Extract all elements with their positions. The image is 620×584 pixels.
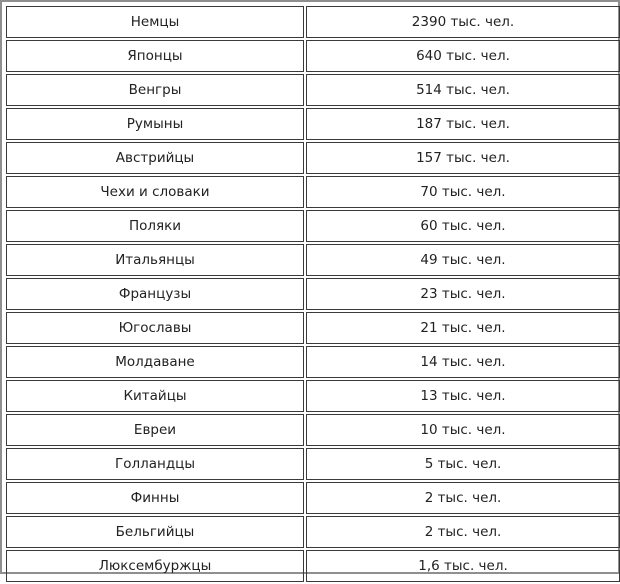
table-row [6,40,620,72]
table-row [6,414,620,446]
nationality-cell: Китайцы [6,380,304,412]
nationality-cell: Евреи [6,414,304,446]
count-cell: 640 тыс. чел. [306,40,620,72]
nationality-cell: Молдаване [6,346,304,378]
nationality-cell: Люксембуржцы [6,550,304,582]
table-row [6,346,620,378]
nationality-cell: Поляки [6,210,304,242]
count-cell: 514 тыс. чел. [306,74,620,106]
nationality-cell: Югославы [6,312,304,344]
table-row [6,108,620,140]
table-row [6,176,620,208]
table-row [6,380,620,412]
count-cell: 60 тыс. чел. [306,210,620,242]
count-cell: 187 тыс. чел. [306,108,620,140]
count-cell: 49 тыс. чел. [306,244,620,276]
count-cell: 14 тыс. чел. [306,346,620,378]
count-cell: 23 тыс. чел. [306,278,620,310]
nationality-cell: Голландцы [6,448,304,480]
table-row [6,482,620,514]
table-row [6,516,620,548]
nationality-cell: Немцы [6,6,304,38]
table-row [6,448,620,480]
data-table [4,4,620,584]
nationality-cell: Бельгийцы [6,516,304,548]
table-row [6,142,620,174]
count-cell: 5 тыс. чел. [306,448,620,480]
count-cell: 2390 тыс. чел. [306,6,620,38]
nationality-cell: Французы [6,278,304,310]
nationality-cell: Итальянцы [6,244,304,276]
nationality-cell: Румыны [6,108,304,140]
table-row [6,6,620,38]
nationality-cell: Чехи и словаки [6,176,304,208]
count-cell: 10 тыс. чел. [306,414,620,446]
table-row [6,550,620,582]
count-cell: 2 тыс. чел. [306,516,620,548]
nationality-cell: Японцы [6,40,304,72]
count-cell: 70 тыс. чел. [306,176,620,208]
table-row [6,244,620,276]
count-cell: 21 тыс. чел. [306,312,620,344]
table-body [6,6,620,582]
count-cell: 1,6 тыс. чел. [306,550,620,582]
table-row [6,312,620,344]
count-cell: 2 тыс. чел. [306,482,620,514]
table-row [6,278,620,310]
nationality-cell: Венгры [6,74,304,106]
table-row [6,74,620,106]
table-row [6,210,620,242]
count-cell: 157 тыс. чел. [306,142,620,174]
nationality-cell: Австрийцы [6,142,304,174]
nationality-cell: Финны [6,482,304,514]
count-cell: 13 тыс. чел. [306,380,620,412]
